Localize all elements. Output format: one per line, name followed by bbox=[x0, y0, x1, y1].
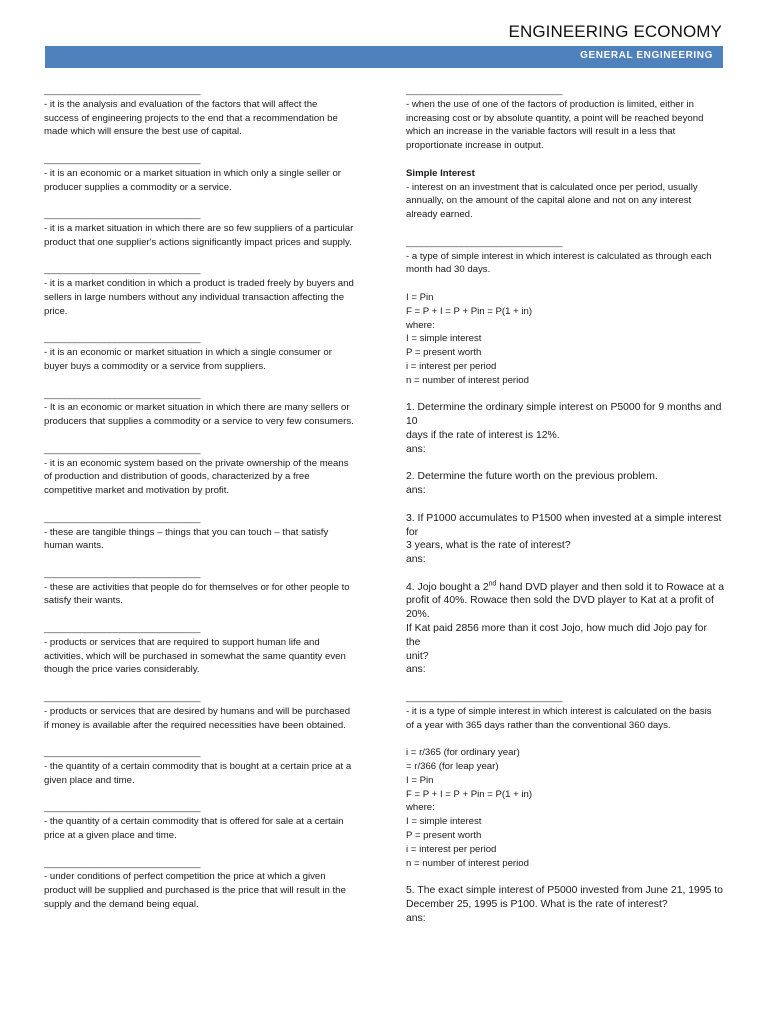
problem-line: 3. If P1000 accumulates to P1500 when invested at a simple interest for bbox=[406, 512, 722, 538]
definition-line: human wants. bbox=[44, 540, 104, 552]
definition-line: - these are activities that people do for themselves or for other people to bbox=[44, 581, 350, 593]
definition-line: sellers in large numbers without any individual transaction affecting the bbox=[44, 291, 345, 303]
answer-blank: _______________________________ bbox=[406, 85, 563, 96]
answer-blank: _______________________________ bbox=[44, 747, 201, 759]
formula-line: F = P + I = P + Pin = P(1 + in) bbox=[406, 305, 533, 317]
definition-line: - it is a market condition in which a product is traded freely by buyers and bbox=[44, 278, 354, 290]
answer-label: ans: bbox=[406, 485, 426, 497]
formula-line: where: bbox=[406, 319, 435, 331]
definition-line: - It is an economic or market situation in which there are many sellers or bbox=[44, 402, 350, 414]
definition-line: month had 30 days. bbox=[406, 264, 491, 276]
definition-line: product will be supplied and purchased is the price that will result in the bbox=[44, 885, 346, 897]
problem-2 bbox=[406, 470, 724, 498]
problem-line: unit? bbox=[406, 650, 429, 662]
formula-line: i = interest per period bbox=[406, 843, 497, 855]
definition-line: - it is an economic or a market situation in which only a single seller or bbox=[44, 167, 342, 179]
band-label: GENERAL ENGINEERING bbox=[580, 50, 713, 61]
formula-block bbox=[406, 746, 724, 870]
formula-line: n = number of interest period bbox=[406, 857, 529, 869]
law-item bbox=[406, 84, 724, 153]
definition-item bbox=[44, 512, 362, 553]
problem-line: days if the rate of interest is 12%. bbox=[406, 429, 560, 441]
definition-item bbox=[44, 388, 362, 429]
definition-line: - the quantity of a certain commodity that is offered for sale at a certain bbox=[44, 816, 344, 828]
definition-line: annually, on the amount of the capital alone and not on any interest bbox=[406, 195, 692, 207]
right-column bbox=[406, 84, 724, 939]
formula-line: where: bbox=[406, 802, 435, 814]
problem-line: 3 years, what is the rate of interest? bbox=[406, 540, 571, 552]
definition-line: if money is available after the required necessities have been obtained. bbox=[44, 719, 346, 731]
definition-line: success of engineering projects to the end that a recommendation be bbox=[44, 112, 338, 124]
problem-5 bbox=[406, 884, 724, 925]
definition-line: - it is the analysis and evaluation of the factors that will affect the bbox=[44, 98, 318, 110]
definition-line: price at a given place and time. bbox=[44, 830, 177, 842]
definition-line: - it is a market situation in which there are so few suppliers of a particular bbox=[44, 222, 354, 234]
definition-item bbox=[44, 567, 362, 608]
definition-line: competitive market and motivation by profit. bbox=[44, 485, 230, 497]
problem-line: December 25, 1995 is P100. What is the rate of interest? bbox=[406, 899, 668, 911]
definition-line: - a type of simple interest in which interest is calculated as through each bbox=[406, 250, 712, 262]
definition-item bbox=[44, 208, 362, 249]
definition-line: - the quantity of a certain commodity that is bought at a certain price at a bbox=[44, 761, 352, 773]
formula-line: i = r/365 (for ordinary year) bbox=[406, 747, 520, 759]
answer-label: ans: bbox=[406, 912, 426, 924]
left-column bbox=[44, 84, 362, 926]
answer-blank: _______________________________ bbox=[44, 443, 201, 455]
answer-blank: _______________________________ bbox=[44, 388, 201, 400]
definition-line: though the price varies considerably. bbox=[44, 664, 200, 676]
problem-line: If Kat paid 2856 more than it cost Jojo, how much did Jojo pay for the bbox=[406, 623, 707, 648]
answer-blank: _______________________________ bbox=[44, 264, 201, 276]
definition-line: made which will ensure the best use of capital. bbox=[44, 126, 242, 138]
definition-line: increasing cost or by absolute quantity, a point will be reached beyond bbox=[406, 112, 704, 124]
definition-item bbox=[44, 746, 362, 787]
answer-blank: _______________________________ bbox=[44, 512, 201, 524]
definition-line: which an increase in the variable factors will result in a less that bbox=[406, 126, 676, 138]
answer-blank: _______________________________ bbox=[44, 802, 201, 814]
answer-blank: _______________________________ bbox=[406, 692, 563, 704]
answer-blank: _______________________________ bbox=[44, 153, 201, 165]
definition-line: activities, which will be purchased in somewhat the same quantity even bbox=[44, 650, 346, 662]
ordinal-suffix: nd bbox=[488, 580, 497, 588]
problem-line bbox=[406, 581, 724, 595]
ordinary-interest-item bbox=[406, 236, 724, 277]
problem-3 bbox=[406, 512, 724, 567]
formula-line: I = Pin bbox=[406, 291, 434, 303]
definition-line: - these are tangible things – things that you can touch – that satisfy bbox=[44, 526, 329, 538]
formula-line: F = P + I = P + Pin = P(1 + in) bbox=[406, 788, 533, 800]
problem-4 bbox=[406, 581, 724, 678]
answer-label: ans: bbox=[406, 554, 426, 566]
definition-item bbox=[44, 622, 362, 677]
definition-item bbox=[44, 691, 362, 732]
answer-blank: _______________________________ bbox=[44, 333, 201, 345]
definition-item bbox=[44, 801, 362, 842]
formula-line: = r/366 (for leap year) bbox=[406, 761, 499, 773]
answer-blank: _______________________________ bbox=[406, 236, 563, 248]
answer-blank: _______________________________ bbox=[44, 857, 201, 869]
definition-line: - it is an economic or market situation in which a single consumer or bbox=[44, 347, 332, 359]
problem-line: 2. Determine the future worth on the previous problem. bbox=[406, 471, 658, 483]
definition-line: - it is a type of simple interest in which interest is calculated on the basis bbox=[406, 705, 712, 717]
section-heading: Simple Interest bbox=[406, 167, 475, 179]
answer-blank: _______________________________ bbox=[44, 692, 201, 704]
definition-line: of a year with 365 days rather than the conventional 360 days. bbox=[406, 719, 671, 731]
answer-label: ans: bbox=[406, 664, 426, 676]
definition-line: satisfy their wants. bbox=[44, 595, 123, 607]
answer-label: ans: bbox=[406, 443, 426, 455]
definition-line: of production and distribution of goods, characterized by a free bbox=[44, 471, 310, 483]
definition-line: producers that supplies a commodity or a service to very few consumers. bbox=[44, 416, 354, 428]
definition-item bbox=[44, 857, 362, 912]
definition-item bbox=[44, 84, 362, 139]
formula-line: i = interest per period bbox=[406, 360, 497, 372]
exact-interest-item bbox=[406, 691, 724, 732]
problem-line: profit of 40%. Rowace then sold the DVD player to Kat at a profit of 20%. bbox=[406, 595, 714, 621]
formula-line: n = number of interest period bbox=[406, 374, 529, 386]
definition-line: - interest on an investment that is calculated once per period, usually bbox=[406, 181, 698, 193]
problem-text: hand DVD player and then sold it to Rowace at a bbox=[496, 581, 724, 593]
definition-line: proportionate increase in output. bbox=[406, 140, 544, 152]
definition-line: - products or services that are required to support human life and bbox=[44, 636, 320, 648]
definition-line: - products or services that are desired by humans and will be purchased bbox=[44, 705, 351, 717]
definition-line: supply and the demand being equal. bbox=[44, 899, 199, 911]
formula-line: P = present worth bbox=[406, 347, 482, 359]
formula-block bbox=[406, 291, 724, 388]
definition-line: buyer buys a commodity or a service from suppliers. bbox=[44, 360, 266, 372]
formula-line: I = simple interest bbox=[406, 333, 482, 345]
definition-line: - it is an economic system based on the private ownership of the means bbox=[44, 457, 349, 469]
definition-line: product that one supplier's actions significantly impact prices and supply. bbox=[44, 236, 352, 248]
definition-item bbox=[44, 443, 362, 498]
problem-line: 1. Determine the ordinary simple interest on P5000 for 9 months and 10 bbox=[406, 402, 722, 428]
formula-line: P = present worth bbox=[406, 830, 482, 842]
answer-blank: _______________________________ bbox=[44, 85, 201, 96]
definition-line: - under conditions of perfect competition the price at which a given bbox=[44, 871, 326, 883]
formula-line: I = simple interest bbox=[406, 816, 482, 828]
definition-line: - when the use of one of the factors of production is limited, either in bbox=[406, 98, 694, 110]
definition-item bbox=[44, 263, 362, 318]
document-title: ENGINEERING ECONOMY bbox=[508, 22, 722, 41]
problem-line: 5. The exact simple interest of P5000 invested from June 21, 1995 to bbox=[406, 885, 723, 897]
simple-interest-section bbox=[406, 167, 724, 222]
header-band bbox=[45, 46, 723, 68]
problem-1 bbox=[406, 401, 724, 456]
definition-line: producer supplies a commodity or a service. bbox=[44, 181, 232, 193]
definition-item bbox=[44, 153, 362, 194]
definition-line: already earned. bbox=[406, 209, 473, 221]
definition-line: price. bbox=[44, 305, 68, 317]
formula-line: I = Pin bbox=[406, 774, 434, 786]
problem-text: 4. Jojo bought a 2 bbox=[406, 581, 489, 593]
answer-blank: _______________________________ bbox=[44, 623, 201, 635]
answer-blank: _______________________________ bbox=[44, 209, 201, 221]
definition-item bbox=[44, 332, 362, 373]
answer-blank: _______________________________ bbox=[44, 567, 201, 579]
definition-line: given place and time. bbox=[44, 774, 135, 786]
